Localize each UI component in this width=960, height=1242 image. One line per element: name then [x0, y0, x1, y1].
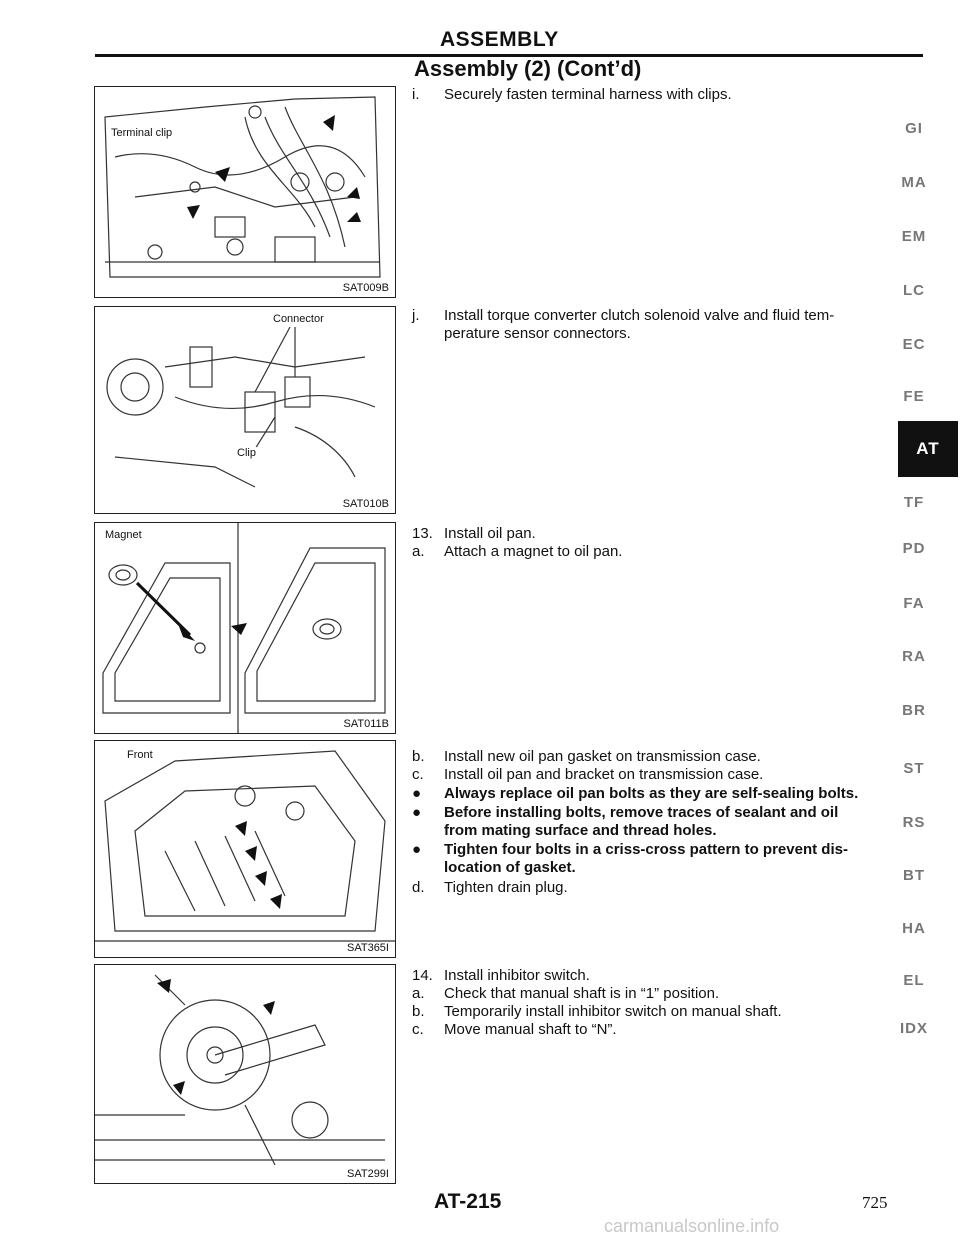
label-front: Front	[127, 749, 153, 761]
tab-el[interactable]: EL	[903, 972, 925, 989]
label-magnet: Magnet	[105, 529, 142, 541]
figure-terminal-clip-drawing	[95, 87, 395, 297]
tab-at-active[interactable]: AT	[898, 421, 958, 477]
tab-fe[interactable]: FE	[903, 388, 925, 405]
figure-code: SAT299I	[347, 1168, 389, 1180]
watermark: carmanualsonline.info	[604, 1216, 780, 1236]
tab-ha[interactable]: HA	[902, 920, 926, 937]
tab-pd[interactable]: PD	[902, 540, 926, 557]
figure-code: SAT011B	[343, 718, 389, 730]
page-subtitle: Assembly (2) (Cont’d)	[414, 56, 642, 81]
figure-inhibitor-drawing	[95, 965, 395, 1183]
tab-fa[interactable]: FA	[903, 595, 925, 612]
tab-bt[interactable]: BT	[903, 867, 925, 884]
tab-rs[interactable]: RS	[902, 814, 926, 831]
tab-ec[interactable]: EC	[902, 336, 926, 353]
figure-oil-pan-drawing	[95, 741, 395, 957]
figure-connector-drawing	[95, 307, 395, 513]
tab-lc[interactable]: LC	[903, 282, 925, 299]
figure-code: SAT010B	[342, 498, 389, 510]
figure-code: SAT365I	[347, 942, 389, 954]
section-title: ASSEMBLY	[440, 28, 559, 51]
figure-oil-pan-bolts	[94, 740, 396, 958]
figure-connector	[94, 306, 396, 514]
page-code: AT-215	[434, 1190, 502, 1213]
tab-gi[interactable]: GI	[905, 120, 923, 137]
figure-inhibitor-switch	[94, 964, 396, 1184]
tab-br[interactable]: BR	[902, 702, 926, 719]
tab-tf[interactable]: TF	[903, 494, 925, 511]
tab-idx[interactable]: IDX	[899, 1020, 928, 1037]
label-terminal-clip: Terminal clip	[111, 127, 173, 139]
label-connector: Connector	[273, 313, 324, 325]
label-clip: Clip	[237, 447, 256, 459]
tab-ma[interactable]: MA	[901, 174, 927, 191]
tab-st[interactable]: ST	[903, 760, 925, 777]
page-number: 725	[862, 1193, 888, 1212]
figure-code: SAT009B	[342, 282, 389, 294]
figure-magnet	[94, 522, 396, 734]
figure-terminal-clip	[94, 86, 396, 298]
tab-em[interactable]: EM	[901, 228, 927, 245]
figure-magnet-drawing	[95, 523, 395, 733]
tab-ra[interactable]: RA	[902, 648, 926, 665]
